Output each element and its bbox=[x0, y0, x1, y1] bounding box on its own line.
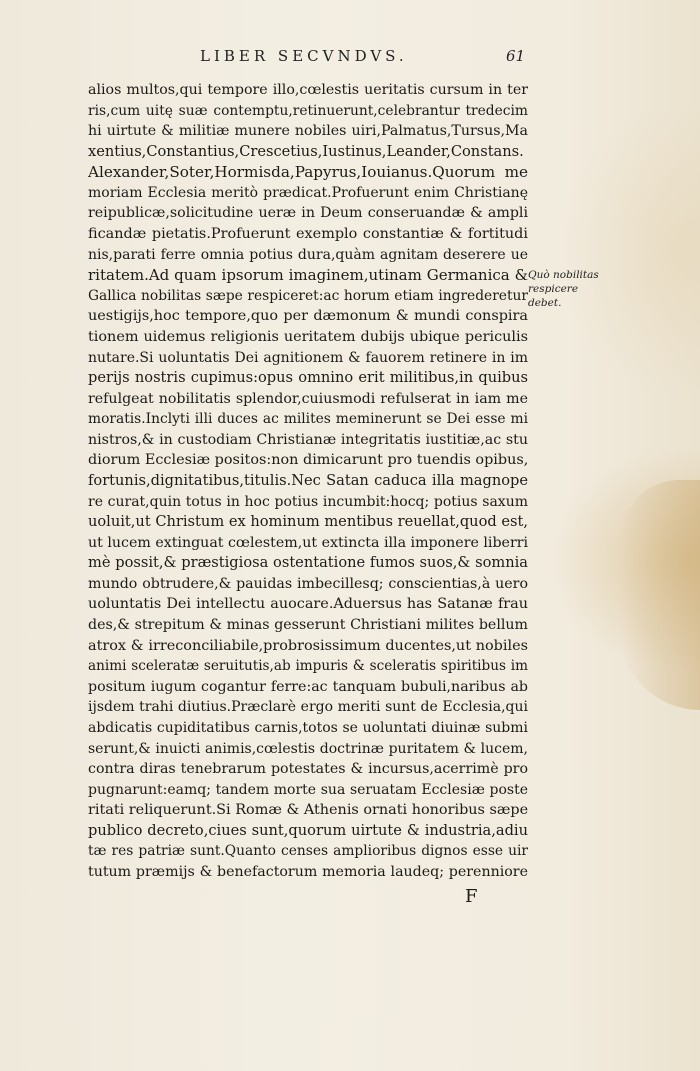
text-line: ritatem.Ad quam ipsorum imaginem,utinam Germanica & bbox=[88, 266, 528, 285]
marginal-note-line: respicere bbox=[528, 283, 579, 295]
running-head bbox=[0, 47, 700, 71]
text-line: ris,cum uitę suæ contemptu,retinuerunt,celebrantur tredecim bbox=[88, 102, 528, 119]
marginal-note-line: Quò nobilitas bbox=[528, 269, 599, 281]
marginal-note bbox=[528, 268, 608, 310]
text-line: mè possit,& præstigiosa ostentatione fumos suos,& somnia bbox=[88, 554, 528, 572]
paper-stain bbox=[620, 480, 700, 710]
text-line: nutare.Si uoluntatis Dei agnitionem & fauorem retinere in im bbox=[88, 349, 528, 366]
text-line: reipublicæ,solicitudine ueræ in Deum conseruandæ & ampli bbox=[88, 205, 528, 222]
text-line: atrox & irreconciliabile,probrosissimum ducentes,ut nobiles bbox=[88, 637, 528, 654]
text-line: uestigijs,hoc tempore,quo per dæmonum & mundi conspira bbox=[88, 308, 528, 325]
text-line: alios multos,qui tempore illo,cœlestis ueritatis cursum in ter bbox=[88, 82, 528, 98]
text-line: contra diras tenebrarum potestates & incursus,acerrimè pro bbox=[88, 761, 528, 778]
text-line: uoluit,ut Christum ex hominum mentibus reuellat,quod est, bbox=[88, 513, 528, 531]
text-line: animi sceleratæ seruitutis,ab impuris & sceleratis spiritibus im bbox=[88, 658, 528, 675]
text-line: diorum Ecclesiæ positos:non dimicarunt pro tuendis opibus, bbox=[88, 452, 528, 469]
text-line: tæ res patriæ sunt.Quanto censes amplioribus dignos esse uir bbox=[88, 843, 528, 860]
text-line: pugnarunt:eamq; tandem morte sua seruatam Ecclesiæ poste bbox=[88, 781, 528, 798]
text-line: ritati reliquerunt.Si Romæ & Athenis ornati honoribus sæpe bbox=[88, 802, 528, 819]
text-line: positum iugum cogantur ferre:ac tanquam bubuli,naribus ab bbox=[88, 678, 528, 695]
body-text bbox=[88, 80, 528, 883]
text-line: des,& strepitum & minas gesserunt Christiani milites bellum bbox=[88, 617, 528, 634]
text-line: mundo obtrudere,& pauidas imbecillesq; conscientias,à uero bbox=[88, 575, 528, 592]
running-title: LIBER SECVNDVS. bbox=[200, 47, 408, 65]
text-line: tionem uidemus religionis ueritatem dubijs ubique periculis bbox=[88, 328, 528, 345]
text-line: moratis.Inclyti illi duces ac milites meminerunt se Dei esse mi bbox=[88, 411, 528, 428]
page-number: 61 bbox=[506, 47, 526, 65]
text-line: refulgeat nobilitatis splendor,cuiusmodi refulserat in iam me bbox=[88, 390, 528, 407]
text-line: ut lucem extinguat cœlestem,ut extincta illa imponere liberri bbox=[88, 534, 528, 551]
text-line: perijs nostris cupimus:opus omnino erit militibus,in quibus bbox=[88, 369, 528, 387]
text-line: uoluntatis Dei intellectu auocare.Aduersus has Satanæ frau bbox=[88, 596, 528, 613]
text-line: Gallica nobilitas sæpe respiceret:ac horum etiam ingrederetur bbox=[88, 287, 528, 304]
text-line: nis,parati ferre omnia potius dura,quàm agnitam deserere ue bbox=[88, 246, 528, 263]
text-line: nistros,& in custodiam Christianæ integritatis iustitiæ,ac stu bbox=[88, 431, 528, 448]
text-line: tutum præmijs & benefactorum memoria laudeq; perenniore bbox=[88, 863, 528, 880]
text-line: hi uirtute & militiæ munere nobiles uiri,Palmatus,Tursus,Ma bbox=[88, 123, 528, 140]
text-line: Alexander,Soter,Hormisda,Papyrus,Iouianus.Quorum me bbox=[88, 163, 528, 182]
marginal-note-line: debet. bbox=[528, 297, 562, 309]
text-line: publico decreto,ciues sunt,quorum uirtute & industria,adiu bbox=[88, 821, 528, 839]
text-line: abdicatis cupiditatibus carnis,totos se uoluntati diuinæ submi bbox=[88, 719, 528, 736]
text-line: ijsdem trahi diutius.Præclarè ergo meriti sunt de Ecclesia,qui bbox=[88, 699, 528, 716]
signature-mark: F bbox=[465, 886, 478, 907]
text-line: moriam Ecclesia meritò prædicat.Profuerunt enim Christianę bbox=[88, 184, 528, 201]
text-line: fortunis,dignitatibus,titulis.Nec Satan caduca illa magnope bbox=[88, 471, 528, 489]
text-line: re curat,quin totus in hoc potius incumbit:hocq; potius saxum bbox=[88, 493, 528, 510]
text-line: serunt,& inuicti animis,cœlestis doctrinæ puritatem & lucem, bbox=[88, 740, 528, 757]
text-line: ficandæ pietatis.Profuerunt exemplo constantiæ & fortitudi bbox=[88, 226, 528, 243]
text-line: xentius,Constantius,Crescetius,Iustinus,Leander,Constans. bbox=[88, 142, 524, 160]
